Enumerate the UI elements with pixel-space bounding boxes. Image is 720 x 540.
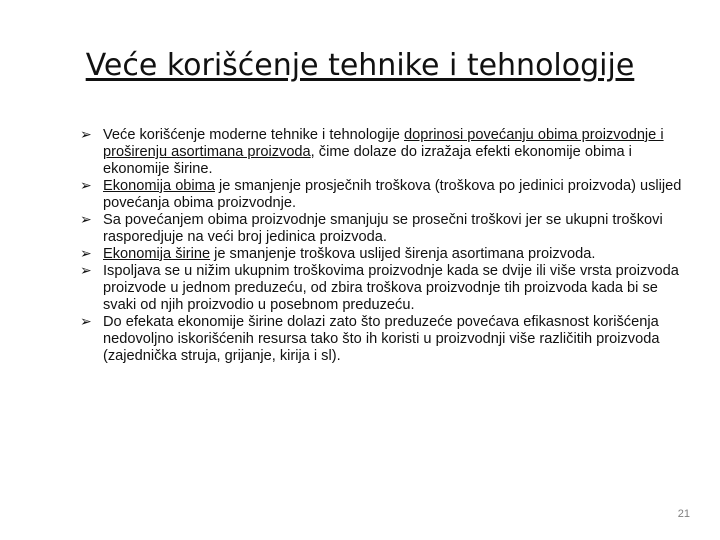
bullet-underlined-text: doprinosi povećanju obima proizvodnje i proširenju asortimana proizvoda <box>103 127 664 160</box>
bullet-list <box>80 127 685 365</box>
bullet-text: Do efekata ekonomije širine dolazi zato što preduzeće povećava efikasnost korišćenja nedovoljno iskorišćenih resursa tako što ih koristi u proizvodnji više različitih proizvoda (zajednička struja, grijanje, kirija i sl). <box>103 314 660 364</box>
bullet-item <box>80 212 685 246</box>
bullet-text: Veće korišćenje moderne tehnike i tehnologije <box>103 127 404 143</box>
bullet-item <box>80 127 685 178</box>
arrowhead-right-icon: ➢ <box>80 314 92 330</box>
arrowhead-right-icon: ➢ <box>80 178 92 194</box>
arrowhead-right-icon: ➢ <box>80 263 92 279</box>
bullet-text: Ispoljava se u nižim ukupnim troškovima proizvodnje kada se dvije ili više vrsta proizvoda proizvode u jednom preduzeću, od zbira troškova proizvodnje tih proizvoda kada bi se svaki od njih proizvodio u posebnom preduzeću. <box>103 263 679 313</box>
bullet-text: je smanjenje troškova uslijed širenja asortimana proizvoda. <box>210 246 596 262</box>
bullet-text: , čime dolaze do izražaja efekti ekonomije obima i ekonomije širine. <box>103 144 632 177</box>
bullet-item <box>80 314 685 365</box>
slide-title: Veće korišćenje tehnike i tehnologije <box>85 48 635 83</box>
arrowhead-right-icon: ➢ <box>80 212 92 228</box>
bullet-item <box>80 263 685 314</box>
arrowhead-right-icon: ➢ <box>80 127 92 143</box>
bullet-underlined-text: Ekonomija širine <box>103 246 211 262</box>
bullet-item <box>80 246 685 263</box>
page-number: 21 <box>677 508 690 520</box>
bullet-item <box>80 178 685 212</box>
bullet-text: Sa povećanjem obima proizvodnje smanjuju se prosečni troškovi jer se ukupni troškovi rasporedjuje na veći broj jedinica proizvoda. <box>103 212 663 245</box>
bullet-underlined-text: Ekonomija obima <box>103 178 215 194</box>
arrowhead-right-icon: ➢ <box>80 246 92 262</box>
bullet-text: je smanjenje prosječnih troškova (troškova po jedinici proizvoda) uslijed povećanja obima proizvodnje. <box>103 178 682 211</box>
